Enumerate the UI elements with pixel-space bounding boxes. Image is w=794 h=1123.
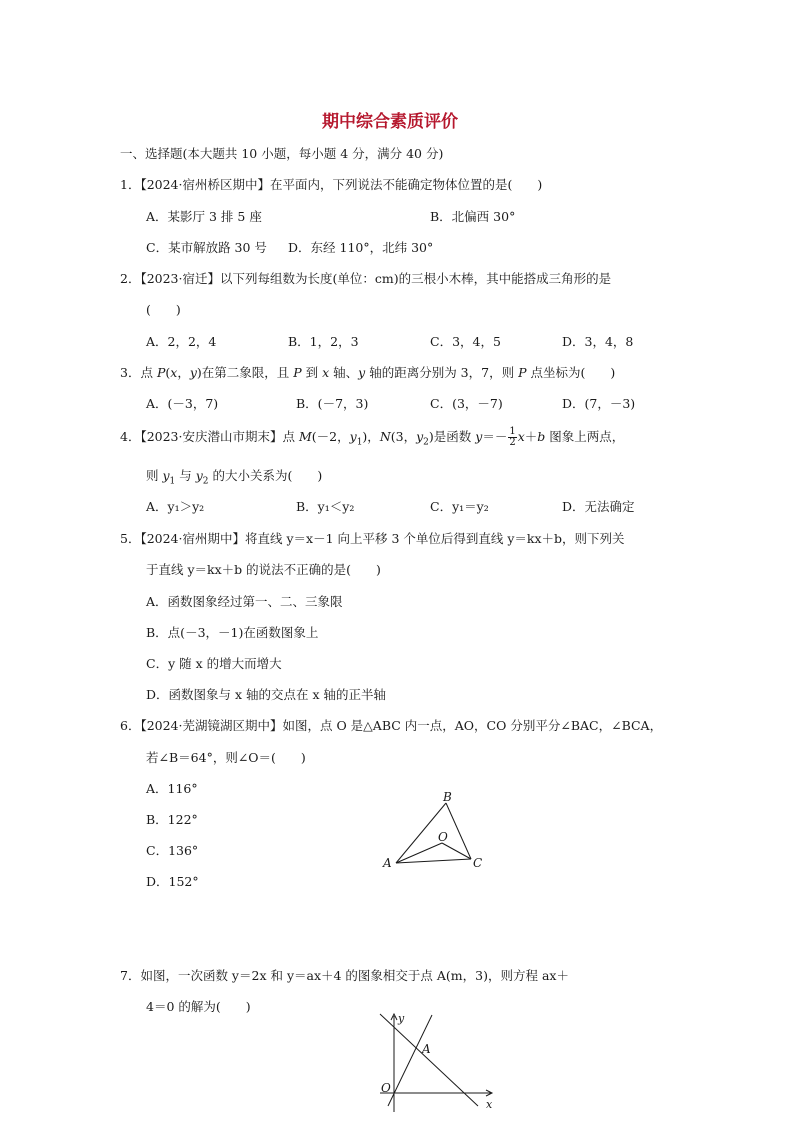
edge-ac	[396, 859, 471, 863]
question-7-line-2: 4＝0 的解为( )	[146, 999, 251, 1014]
label-b: B	[443, 790, 452, 804]
q5-option-b: B．点(－3，－1)在函数图象上	[146, 625, 319, 640]
q1-option-d: D．东经 110°，北纬 30°	[288, 240, 434, 255]
page-title: 期中综合素质评价	[322, 112, 458, 132]
question-number: 1．	[120, 177, 141, 192]
question-3: 3．点 P(x，y)在第二象限，且 P 到 x 轴、y 轴的距离分别为 3，7，则 P 点坐标为( )	[120, 365, 616, 380]
q2-option-d: D．3，4，8	[562, 334, 634, 349]
label-a: A	[383, 856, 392, 870]
question-4: 4．【2023·安庆潜山市期末】点 M(－2，$y_1$)，N(3，$y_2$)是函数 y＝－ $\frac{1}{2}$ x＋b 图象上两点，	[120, 426, 625, 448]
q6-option-d: D．152°	[146, 874, 199, 889]
line-y-2x	[388, 1015, 432, 1106]
question-number: 2．	[120, 271, 141, 286]
segment-co	[442, 843, 471, 859]
question-number: 5．	[120, 531, 141, 546]
question-number: 3．	[120, 365, 141, 380]
q4-option-a: A．y₁＞y₂	[146, 499, 205, 514]
triangle-figure	[370, 785, 500, 880]
q1-option-b: B．北偏西 30°	[430, 209, 516, 224]
edge-bc	[446, 803, 471, 859]
q3-option-c: C．(3，－7)	[430, 396, 503, 411]
question-number: 4．	[120, 429, 141, 444]
q3-option-a: A．(－3，7)	[146, 396, 219, 411]
question-5-line-2: 于直线 y＝kx＋b 的说法不正确的是( )	[146, 562, 381, 577]
question-1	[120, 177, 542, 193]
question-number: 7．	[120, 968, 141, 983]
section-heading: 一、选择题(本大题共 10 小题，每小题 4 分，满分 40 分)	[120, 146, 444, 161]
question-5	[120, 531, 625, 547]
question-text-cont: ( )	[146, 302, 181, 317]
question-text: 【2024·宿州桥区期中】在平面内，下列说法不能确定物体位置的是( )	[140, 177, 543, 192]
label-y: y	[398, 1012, 405, 1025]
q5-option-d: D．函数图象与 x 轴的交点在 x 轴的正半轴	[146, 687, 387, 702]
q6-option-b: B．122°	[146, 812, 198, 827]
question-7	[120, 968, 569, 984]
question-6	[120, 718, 662, 734]
segment-ao	[396, 843, 442, 863]
question-4-line-2: 则 $y_1$ 与 $y_2$ 的大小关系为( )	[146, 468, 323, 487]
function-graph-figure	[368, 1008, 503, 1114]
q5-option-c: C．y 随 x 的增大而增大	[146, 656, 282, 671]
question-text: 【2024·宿州期中】将直线 y＝x－1 向上平移 3 个单位后得到直线 y＝kx＋b，则下列关	[140, 531, 625, 546]
question-text: 【2024·芜湖镜湖区期中】如图，点 O 是△ABC 内一点，AO，CO 分别平分∠BAC，∠BCA，	[140, 718, 663, 733]
q1-option-c: C．某市解放路 30 号	[146, 240, 267, 255]
label-x: x	[486, 1098, 493, 1111]
label-o: O	[438, 830, 448, 844]
q6-option-a: A．116°	[146, 781, 198, 796]
question-text: 如图，一次函数 y＝2x 和 y＝ax＋4 的图象相交于点 A(m，3)，则方程 ax＋	[140, 968, 569, 983]
q5-option-a: A．函数图象经过第一、二、三象限	[146, 594, 343, 609]
question-number: 6．	[120, 718, 141, 733]
q6-option-c: C．136°	[146, 843, 199, 858]
label-o: O	[381, 1081, 391, 1095]
q2-option-a: A．2，2，4	[146, 334, 217, 349]
label-c: C	[473, 856, 483, 870]
label-a: A	[422, 1042, 431, 1056]
q2-option-c: C．3，4，5	[430, 334, 501, 349]
q2-option-b: B．1，2，3	[288, 334, 359, 349]
q4-option-c: C．y₁＝y₂	[430, 499, 489, 514]
question-2	[120, 271, 611, 287]
q3-option-d: D．(7，－3)	[562, 396, 636, 411]
q4-option-b: B．y₁＜y₂	[296, 499, 355, 514]
question-6-line-2: 若∠B＝64°，则∠O＝( )	[146, 750, 306, 765]
q1-option-a: A．某影厅 3 排 5 座	[146, 209, 262, 224]
fraction-one-half: $\frac{1}{2}$	[509, 426, 516, 448]
q4-option-d: D．无法确定	[562, 499, 635, 514]
question-text: 【2023·宿迁】以下列每组数为长度(单位：cm)的三根小木棒，其中能搭成三角形的是	[140, 271, 612, 286]
q3-option-b: B．(－7，3)	[296, 396, 369, 411]
